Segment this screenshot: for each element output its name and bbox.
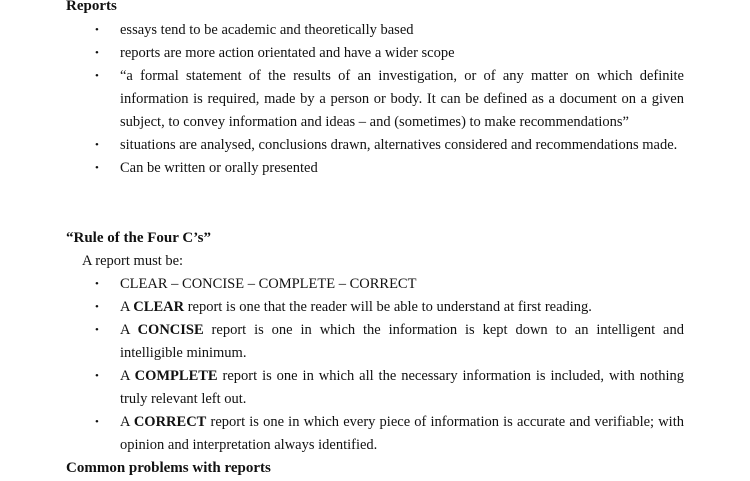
term-complete: COMPLETE (134, 368, 218, 384)
bullet-icon: • (95, 70, 99, 82)
list-item: • A CONCISE report is one in which the information is kept down to an intelligent and intelligible minimum. (0, 319, 684, 365)
list-item: • situations are analysed, conclusions drawn, alternatives considered and recommendations made. (0, 134, 684, 157)
bullet-icon: • (95, 416, 99, 428)
term-clear: CLEAR (133, 299, 185, 315)
bullet-icon: • (95, 324, 99, 336)
four-cs-heading: “Rule of the Four C’s” (66, 230, 211, 246)
term-correct: CORRECT (133, 414, 207, 430)
reports-list (0, 19, 750, 180)
reports-heading: Reports (66, 0, 117, 14)
term-concise: CONCISE (137, 322, 204, 338)
four-cs-intro: A report must be: (82, 253, 184, 269)
list-item: • A CORRECT report is one in which every piece of information is accurate and verifiable; with opinion and interpretation always identified. (0, 411, 684, 457)
bullet-icon: • (95, 139, 99, 151)
list-item: • A COMPLETE report is one in which all the necessary information is included, with nothing truly relevant left out. (0, 365, 684, 411)
four-cs-list (0, 273, 750, 457)
bullet-icon: • (95, 24, 99, 36)
bullet-icon: • (95, 301, 99, 313)
bullet-icon: • (95, 370, 99, 382)
list-item: • Can be written or orally presented (0, 157, 684, 180)
problems-heading: Common problems with reports (66, 460, 271, 476)
list-item: • “a formal statement of the results of an investigation, or of any matter on which definite information is required, made by a person or body. It can be defined as a document on a given subject, to convey information and ideas – and (sometimes) to make recommendations” (0, 65, 684, 134)
bullet-icon: • (95, 47, 99, 59)
list-item: • A CLEAR report is one that the reader will be able to understand at first reading. (0, 296, 684, 319)
bullet-icon: • (95, 278, 99, 290)
bullet-icon: • (95, 162, 99, 174)
list-item: • essays tend to be academic and theoretically based (0, 19, 684, 42)
list-item: • reports are more action orientated and have a wider scope (0, 42, 684, 65)
list-item (0, 273, 684, 296)
four-cs-summary: CLEAR – CONCISE – COMPLETE – CORRECT (120, 276, 417, 292)
